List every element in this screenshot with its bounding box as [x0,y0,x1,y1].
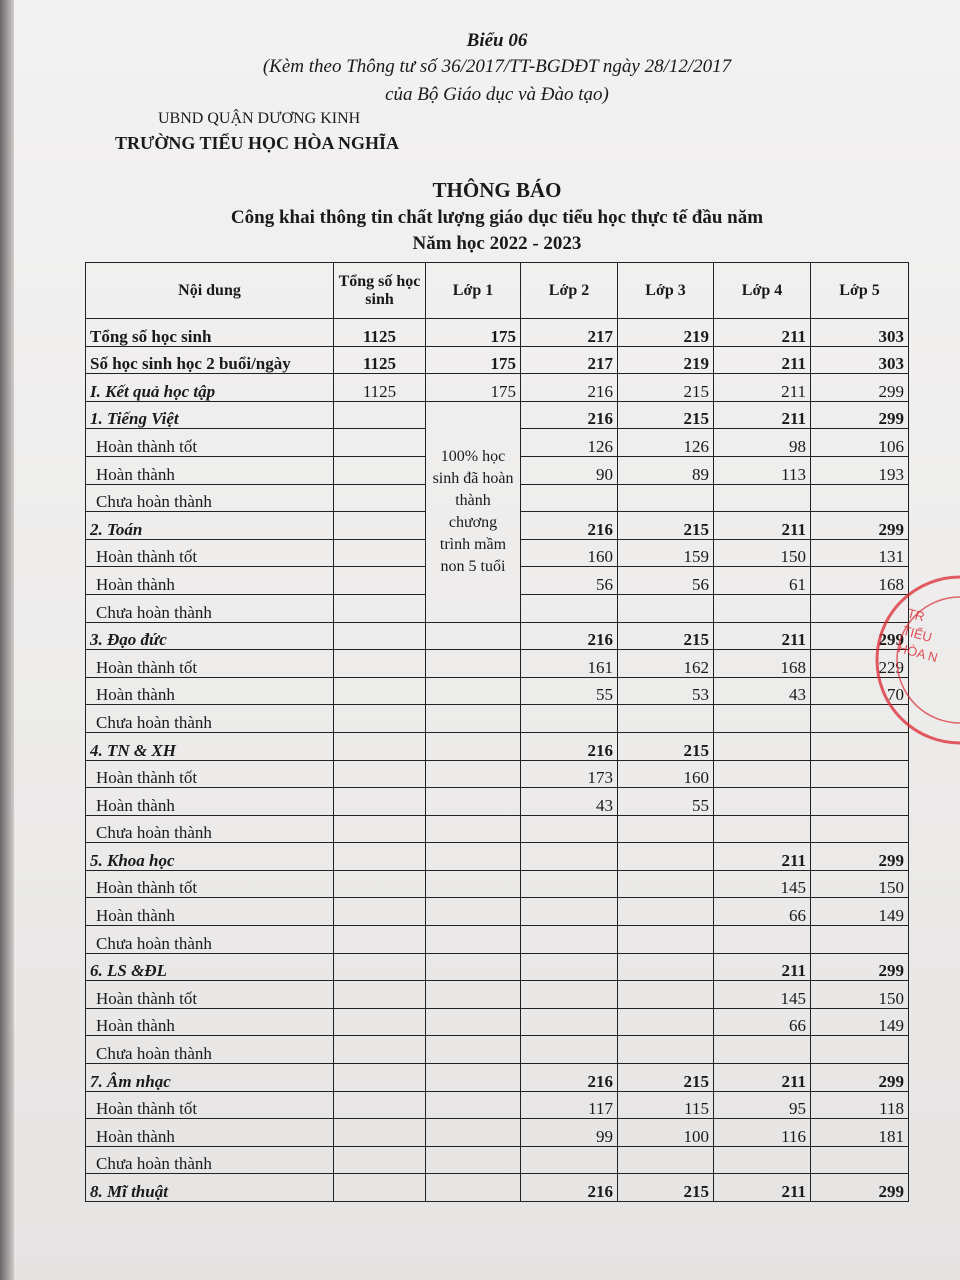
cell-lop-4: 168 [714,650,811,678]
cell-lop-1 [426,870,521,898]
table-row [86,622,909,650]
page-edge [0,0,14,1280]
cell-lop-3: 215 [618,622,714,650]
cell-total [334,1119,426,1147]
row-label: Hoàn thành [86,788,334,816]
cell-lop-1: 175 [426,374,521,402]
cell-lop-1 [426,815,521,843]
cell-lop-1 [426,1064,521,1092]
cell-lop-4: 98 [714,429,811,457]
row-label: Chưa hoàn thành [86,815,334,843]
cell-lop-2: 217 [521,346,618,374]
cell-total [334,539,426,567]
cell-lop-2: 216 [521,1174,618,1202]
cell-lop-4: 61 [714,567,811,595]
cell-lop-2 [521,981,618,1009]
row-label: Hoàn thành [86,567,334,595]
cell-lop-2: 160 [521,539,618,567]
cell-lop-2: 216 [521,374,618,402]
cell-lop-1 [426,1036,521,1064]
cell-lop-4 [714,1146,811,1174]
cell-lop-4: 145 [714,981,811,1009]
cell-lop-3: 56 [618,567,714,595]
cell-lop-2 [521,594,618,622]
cell-lop-4: 211 [714,512,811,540]
table-row [86,319,909,347]
table-row [86,843,909,871]
row-label: 7. Âm nhạc [86,1064,334,1092]
cell-lop-5: 299 [811,622,909,650]
cell-total [334,815,426,843]
cell-lop-2 [521,926,618,954]
school-stamp [872,575,960,745]
cell-lop-1 [426,926,521,954]
cell-total [334,1174,426,1202]
cell-lop-3 [618,705,714,733]
cell-lop-2: 126 [521,429,618,457]
cell-total [334,953,426,981]
row-label: Chưa hoàn thành [86,1036,334,1064]
cell-lop-2 [521,1146,618,1174]
cell-total [334,677,426,705]
cell-lop-1: 175 [426,346,521,374]
cell-lop-3: 215 [618,374,714,402]
table-row [86,926,909,954]
cell-lop-4: 211 [714,953,811,981]
cell-lop-5: 229 [811,650,909,678]
cell-lop-5 [811,484,909,512]
cell-lop-3 [618,1146,714,1174]
form-number: Biểu 06 [466,30,528,51]
reference-line-2: của Bộ Giáo dục và Đào tạo) [385,84,609,105]
cell-lop-5 [811,760,909,788]
row-label: Hoàn thành tốt [86,1091,334,1119]
cell-total [334,788,426,816]
table-row [86,898,909,926]
cell-lop-3: 159 [618,539,714,567]
document-subtitle: Công khai thông tin chất lượng giáo dục tiểu học thực tế đầu năm [230,207,764,228]
authority-name: UBND QUẬN DƯƠNG KINH [158,110,361,127]
cell-lop-4 [714,815,811,843]
row-label: 4. TN & XH [86,732,334,760]
header-noi-dung: Nội dung [86,263,334,319]
header-lop-2: Lớp 2 [521,263,618,319]
row-label: Chưa hoàn thành [86,594,334,622]
table-row [86,815,909,843]
cell-total [334,401,426,429]
cell-lop-3: 219 [618,346,714,374]
table-row [86,953,909,981]
cell-total: 1125 [334,374,426,402]
header-lop-1: Lớp 1 [426,263,521,319]
row-label: Số học sinh học 2 buổi/ngày [86,346,334,374]
cell-lop-4 [714,760,811,788]
cell-lop-5 [811,815,909,843]
cell-lop-5: 118 [811,1091,909,1119]
table-row [86,870,909,898]
cell-lop-4: 95 [714,1091,811,1119]
cell-lop-4: 113 [714,456,811,484]
row-label: Hoàn thành tốt [86,981,334,1009]
cell-lop-4: 211 [714,319,811,347]
cell-lop-1 [426,622,521,650]
row-label: Chưa hoàn thành [86,926,334,954]
cell-lop-5: 299 [811,401,909,429]
cell-lop-4: 145 [714,870,811,898]
cell-lop-1 [426,760,521,788]
cell-lop-2 [521,705,618,733]
cell-lop-2: 216 [521,1064,618,1092]
cell-total [334,567,426,595]
row-label: Hoàn thành [86,677,334,705]
row-label: Hoàn thành tốt [86,650,334,678]
cell-lop-3 [618,953,714,981]
table-row [86,1174,909,1202]
cell-total [334,981,426,1009]
row-label: 5. Khoa học [86,843,334,871]
cell-lop-2: 43 [521,788,618,816]
row-label: Hoàn thành [86,1008,334,1036]
cell-lop-4: 211 [714,622,811,650]
header-tong-so: Tổng số học sinh [334,263,426,319]
row-label: Hoàn thành tốt [86,429,334,457]
cell-lop-3: 215 [618,401,714,429]
cell-lop-1 [426,1174,521,1202]
stamp-text: TR TIỂU HÒA N [896,605,940,666]
row-label: Hoàn thành tốt [86,870,334,898]
cell-lop-4 [714,732,811,760]
school-name: TRƯỜNG TIỂU HỌC HÒA NGHĨA [115,133,400,153]
cell-lop-5: 106 [811,429,909,457]
table-row [86,1146,909,1174]
cell-lop-4 [714,705,811,733]
table-row [86,677,909,705]
cell-lop-2: 217 [521,319,618,347]
cell-lop-2 [521,898,618,926]
cell-lop-4: 211 [714,843,811,871]
cell-lop-5: 150 [811,981,909,1009]
cell-lop-5: 299 [811,512,909,540]
cell-lop-2 [521,843,618,871]
table-row [86,401,909,429]
cell-lop-2: 216 [521,401,618,429]
document-title: THÔNG BÁO [432,178,562,202]
cell-lop-5: 181 [811,1119,909,1147]
cell-lop-3: 162 [618,650,714,678]
cell-total [334,705,426,733]
cell-lop-4: 211 [714,374,811,402]
cell-total [334,732,426,760]
table-row [86,981,909,1009]
cell-lop-5: 299 [811,1064,909,1092]
cell-total [334,1146,426,1174]
cell-lop-4 [714,788,811,816]
cell-lop-5 [811,1146,909,1174]
cell-lop-5: 303 [811,346,909,374]
cell-lop-3: 89 [618,456,714,484]
cell-lop-3: 215 [618,512,714,540]
row-label: 2. Toán [86,512,334,540]
row-label: I. Kết quả học tập [86,374,334,402]
cell-lop-5 [811,1036,909,1064]
cell-lop-4: 150 [714,539,811,567]
row-label: Hoàn thành [86,898,334,926]
cell-total [334,1064,426,1092]
reference-line-1: (Kèm theo Thông tư số 36/2017/TT-BGDĐT ngày 28/12/2017 [262,56,732,77]
cell-total [334,843,426,871]
cell-lop-1 [426,981,521,1009]
lop1-note-cell: 100% học sinh đã hoàn thành chương trình mầm non 5 tuổi [426,401,521,622]
cell-lop-1: 175 [426,319,521,347]
cell-lop-5: 299 [811,953,909,981]
cell-lop-5 [811,926,909,954]
cell-total [334,650,426,678]
cell-lop-3 [618,815,714,843]
cell-lop-1 [426,788,521,816]
table-row [86,1036,909,1064]
cell-total [334,870,426,898]
row-label: 6. LS &ĐL [86,953,334,981]
row-label: Hoàn thành tốt [86,760,334,788]
header-lop-4: Lớp 4 [714,263,811,319]
cell-total [334,594,426,622]
cell-lop-1 [426,1146,521,1174]
cell-lop-2 [521,1036,618,1064]
cell-lop-4: 211 [714,1174,811,1202]
cell-lop-3 [618,870,714,898]
header-lop-5: Lớp 5 [811,263,909,319]
cell-lop-3: 115 [618,1091,714,1119]
cell-lop-3: 55 [618,788,714,816]
cell-lop-1 [426,1119,521,1147]
cell-lop-1 [426,650,521,678]
cell-lop-3 [618,926,714,954]
table-row [86,788,909,816]
table-row [86,1091,909,1119]
cell-lop-5: 303 [811,319,909,347]
table-row [86,374,909,402]
cell-lop-5 [811,788,909,816]
cell-lop-3 [618,1008,714,1036]
row-label: 8. Mĩ thuật [86,1174,334,1202]
cell-lop-2 [521,484,618,512]
cell-total [334,456,426,484]
cell-lop-1 [426,732,521,760]
cell-lop-2 [521,953,618,981]
row-label: Chưa hoàn thành [86,484,334,512]
school-year: Năm học 2022 - 2023 [412,233,582,254]
cell-lop-3: 215 [618,1064,714,1092]
cell-lop-1 [426,843,521,871]
cell-lop-5: 131 [811,539,909,567]
table-row [86,760,909,788]
table-row [86,1064,909,1092]
cell-lop-3: 100 [618,1119,714,1147]
table-row [86,732,909,760]
cell-lop-2: 173 [521,760,618,788]
cell-lop-2 [521,815,618,843]
cell-lop-5: 299 [811,374,909,402]
cell-total [334,484,426,512]
cell-lop-5: 150 [811,870,909,898]
cell-lop-3 [618,898,714,926]
cell-lop-2: 90 [521,456,618,484]
header-lop-3: Lớp 3 [618,263,714,319]
cell-lop-1 [426,677,521,705]
row-label: 3. Đạo đức [86,622,334,650]
quality-table [85,262,909,1202]
cell-lop-3: 215 [618,1174,714,1202]
cell-total [334,429,426,457]
table-row [86,705,909,733]
row-label: Chưa hoàn thành [86,705,334,733]
row-label: Chưa hoàn thành [86,1146,334,1174]
cell-lop-4 [714,1036,811,1064]
cell-total [334,760,426,788]
cell-lop-5: 70 [811,677,909,705]
table-row [86,1008,909,1036]
cell-lop-2: 55 [521,677,618,705]
cell-lop-3 [618,981,714,1009]
cell-lop-5: 149 [811,1008,909,1036]
table-row [86,650,909,678]
cell-lop-2: 99 [521,1119,618,1147]
cell-lop-3: 160 [618,760,714,788]
cell-lop-2: 216 [521,622,618,650]
cell-lop-3: 53 [618,677,714,705]
cell-lop-3: 215 [618,732,714,760]
cell-lop-1 [426,705,521,733]
cell-lop-2: 161 [521,650,618,678]
cell-lop-3 [618,843,714,871]
row-label: Hoàn thành [86,1119,334,1147]
cell-total: 1125 [334,319,426,347]
cell-total: 1125 [334,346,426,374]
cell-lop-5: 299 [811,843,909,871]
row-label: Hoàn thành [86,456,334,484]
cell-lop-3 [618,594,714,622]
cell-lop-1 [426,1091,521,1119]
cell-lop-3: 219 [618,319,714,347]
cell-lop-4 [714,594,811,622]
cell-lop-4: 116 [714,1119,811,1147]
cell-lop-4: 66 [714,898,811,926]
cell-lop-5: 299 [811,1174,909,1202]
cell-lop-2: 216 [521,732,618,760]
table-row [86,346,909,374]
cell-lop-3: 126 [618,429,714,457]
cell-total [334,898,426,926]
cell-lop-4: 211 [714,346,811,374]
cell-total [334,926,426,954]
table-row [86,1119,909,1147]
cell-lop-4: 211 [714,401,811,429]
cell-lop-4: 43 [714,677,811,705]
cell-total [334,622,426,650]
cell-lop-1 [426,953,521,981]
cell-lop-4 [714,926,811,954]
row-label: Hoàn thành tốt [86,539,334,567]
row-label: Tổng số học sinh [86,319,334,347]
cell-lop-2: 56 [521,567,618,595]
cell-lop-5: 193 [811,456,909,484]
cell-total [334,1091,426,1119]
row-label: 1. Tiếng Việt [86,401,334,429]
cell-lop-5: 168 [811,567,909,595]
table-body [86,319,909,1202]
cell-total [334,1036,426,1064]
cell-lop-2 [521,870,618,898]
cell-total [334,1008,426,1036]
cell-lop-2: 117 [521,1091,618,1119]
cell-lop-1 [426,1008,521,1036]
cell-lop-1 [426,898,521,926]
cell-lop-5: 149 [811,898,909,926]
cell-lop-4: 211 [714,1064,811,1092]
cell-lop-3 [618,484,714,512]
cell-lop-2 [521,1008,618,1036]
cell-lop-4: 66 [714,1008,811,1036]
table-header-row [86,263,909,319]
cell-total [334,512,426,540]
cell-lop-4 [714,484,811,512]
cell-lop-2: 216 [521,512,618,540]
cell-lop-3 [618,1036,714,1064]
